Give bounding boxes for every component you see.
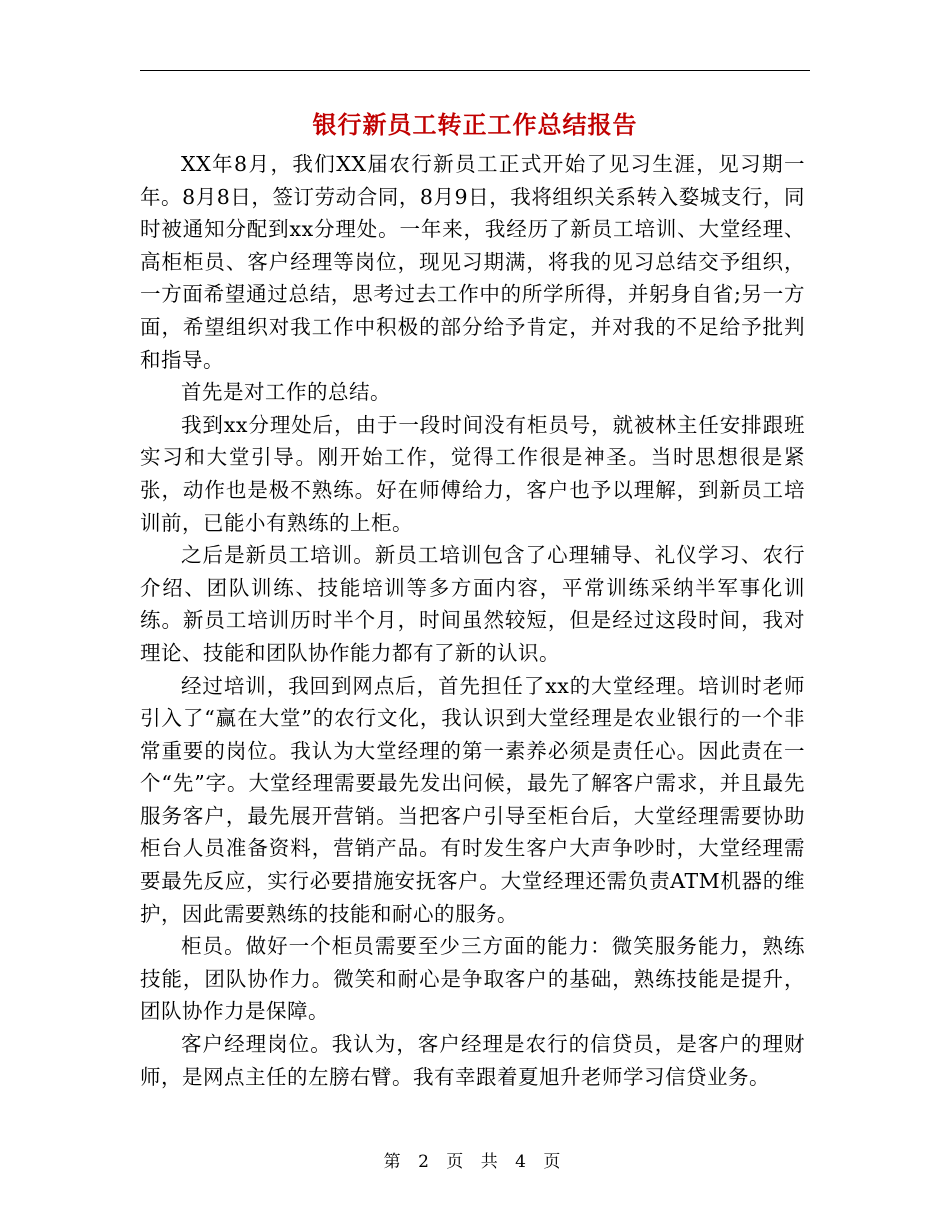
paragraph-intro: XX年8月，我们XX届农行新员工正式开始了见习生涯，见习期一年。8月8日，签订劳动合同，8月9日，我将组织关系转入婺城支行，同时被通知分配到xx分理处。一年来，我经历了新员工培训、大堂经理、高柜柜员、客户经理等岗位，现见习期满，将我的见习总结交予组织，一方面希望通过总结，思考过去工作中的所学所得，并躬身自省;另一方面，希望组织对我工作中积极的部分给予肯定，并对我的不足给予批判和指导。 [140, 152, 805, 372]
paragraph-teller: 柜员。做好一个柜员需要至少三方面的能力：微笑服务能力，熟练技能，团队协作力。微笑和耐心是争取客户的基础，熟练技能是提升，团队协作力是保障。 [140, 934, 805, 1024]
document-body [140, 148, 805, 1093]
paragraph-branch-start: 我到xx分理处后，由于一段时间没有柜员号，就被林主任安排跟班实习和大堂引导。刚开始工作，觉得工作很是神圣。当时思想很是紧张，动作也是极不熟练。好在师傅给力，客户也予以理解，到新员工培训前，已能小有熟练的上柜。 [140, 412, 805, 535]
paragraph-training: 之后是新员工培训。新员工培训包含了心理辅导、礼仪学习、农行介绍、团队训练、技能培训等多方面内容，平常训练采纳半军事化训练。新员工培训历时半个月，时间虽然较短，但是经过这段时间，我对理论、技能和团队协作能力都有了新的认识。 [140, 543, 805, 665]
paragraph-work-summary: 首先是对工作的总结。 [181, 380, 391, 405]
header-rule [140, 70, 810, 71]
page-number-footer: 第 2 页 共 4 页 [383, 1152, 567, 1172]
document-title: 银行新员工转正工作总结报告 [312, 111, 638, 139]
paragraph-account-manager: 客户经理岗位。我认为，客户经理是农行的信贷员，是客户的理财师，是网点主任的左膀右臂。我有幸跟着夏旭升老师学习信贷业务。 [140, 1032, 805, 1089]
paragraph-lobby-manager: 经过培训，我回到网点后，首先担任了xx的大堂经理。培训时老师引入了“赢在大堂”的农行文化，我认识到大堂经理是农业银行的一个非常重要的岗位。我认为大堂经理的第一素养必须是责任心。因此责在一个“先”字。大堂经理需要最先发出问候，最先了解客户需求，并且最先服务客户，最先展开营销。当把客户引导至柜台后，大堂经理需要协助柜台人员准备资料，营销产品。有时发生客户大声争吵时，大堂经理需要最先反应，实行必要措施安抚客户。大堂经理还需负责ATM机器的维护，因此需要熟练的技能和耐心的服务。 [140, 673, 805, 926]
